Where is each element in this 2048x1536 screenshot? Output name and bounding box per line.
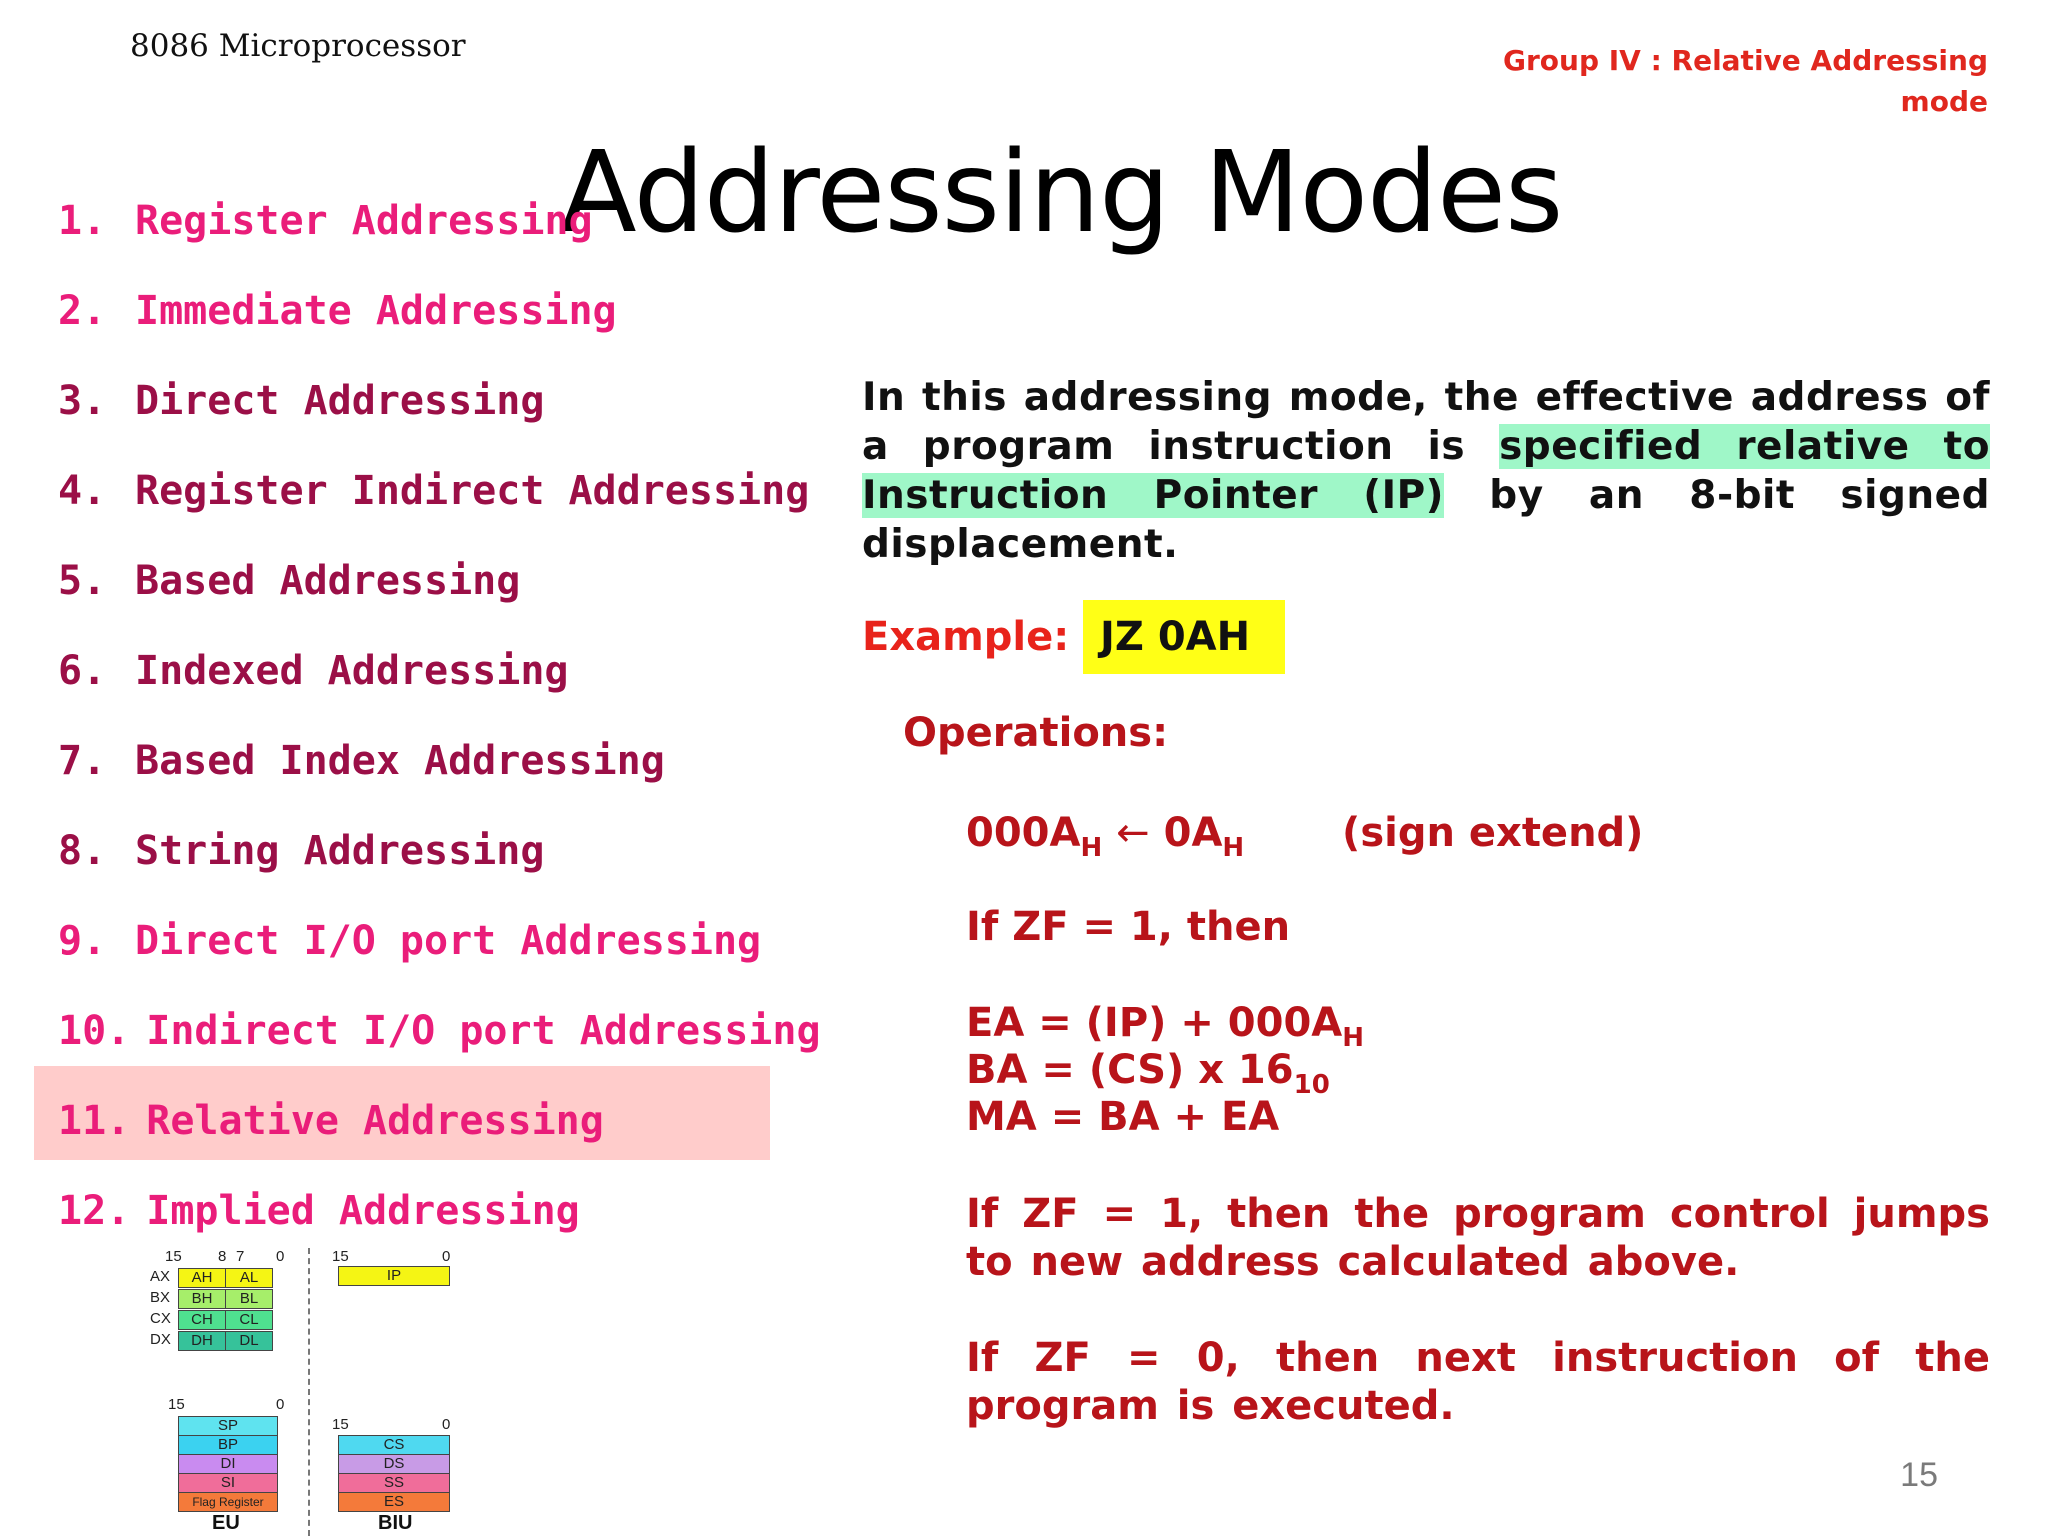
bit-label: 15 xyxy=(332,1248,349,1265)
register-cell: CL xyxy=(225,1310,273,1330)
bit-label: 8 xyxy=(218,1248,227,1265)
course-label: 8086 Microprocessor xyxy=(130,28,466,64)
ea-formula: EA = $(IP) + 000A_H$ xyxy=(966,1000,1364,1053)
bit-label: 15 xyxy=(332,1416,349,1433)
mode-item-direct-io: 9. Direct I/O port Addressing xyxy=(58,918,762,964)
register-cell: CH xyxy=(178,1310,226,1330)
bit-label: 15 xyxy=(165,1248,182,1265)
group-label xyxy=(1488,40,1988,122)
bit-label: 15 xyxy=(168,1396,185,1413)
register-cell: DH xyxy=(178,1331,226,1351)
register-name: BX xyxy=(150,1289,171,1306)
mode-item-based: 5. Based Addressing xyxy=(58,558,521,604)
register-cell: DS xyxy=(338,1454,450,1474)
register-cell: DL xyxy=(225,1331,273,1351)
mode-item-implied: 12. Implied Addressing xyxy=(58,1188,580,1234)
example-code: JZ 0AH xyxy=(1100,614,1251,660)
condition-line: If ZF = 1, then xyxy=(966,904,1291,950)
description-highlight: specified relative to Instruction Pointer (IP) xyxy=(862,424,1990,518)
mode-item-indexed: 6. Indexed Addressing xyxy=(58,648,569,694)
result-zf0: If ZF = 0, then next instruction of the program is executed. xyxy=(966,1335,1990,1429)
result-zf1: If ZF = 1, then the program control jumps to new address calculated above. xyxy=(966,1191,1990,1285)
register-cell: SS xyxy=(338,1473,450,1493)
bit-label: 0 xyxy=(442,1248,451,1265)
group-label-line1: Group IV : Relative Addressing xyxy=(1502,44,1988,77)
left-arrow-icon: ← xyxy=(1116,810,1150,856)
mode-item-register: 1. Register Addressing xyxy=(58,198,593,244)
bit-label: 0 xyxy=(442,1416,451,1433)
register-cell: DI xyxy=(178,1454,278,1474)
mode-item-immediate: 2. Immediate Addressing xyxy=(58,288,617,334)
ba-formula: BA = (CS) x $16_{10}$ xyxy=(966,1047,1330,1100)
operations-title: Operations: xyxy=(903,710,1169,756)
biu-label: BIU xyxy=(378,1512,413,1534)
register-name: DX xyxy=(150,1331,171,1348)
mode-item-direct: 3. Direct Addressing xyxy=(58,378,545,424)
group-label-line2: mode xyxy=(1900,85,1988,118)
register-cell: BH xyxy=(178,1289,226,1309)
register-cell: BL xyxy=(225,1289,273,1309)
example-label: Example: xyxy=(862,614,1070,660)
eu-biu-divider xyxy=(308,1248,310,1536)
register-cell: SI xyxy=(178,1473,278,1493)
description-text-1: In this addressing mode, the effective address of a program instruction is xyxy=(862,375,1990,469)
mode-item-indirect-io: 10. Indirect I/O port Addressing xyxy=(58,1008,821,1054)
register-cell: AH xyxy=(178,1268,226,1288)
ip-register: IP xyxy=(338,1266,450,1286)
bit-label: 0 xyxy=(276,1396,285,1413)
register-cell: AL xyxy=(225,1268,273,1288)
ma-formula: MA = BA + EA xyxy=(966,1094,1280,1140)
eu-label: EU xyxy=(212,1512,240,1534)
bit-label: 7 xyxy=(236,1248,245,1265)
register-diagram xyxy=(140,1248,480,1536)
mode-item-register-indirect: 4. Register Indirect Addressing xyxy=(58,468,810,514)
page-number: 15 xyxy=(1900,1456,1938,1494)
flag-register: Flag Register xyxy=(178,1492,278,1512)
mode-description xyxy=(862,373,1990,569)
bit-label: 0 xyxy=(276,1248,285,1265)
register-name: AX xyxy=(150,1268,171,1285)
register-cell: BP xyxy=(178,1435,278,1455)
register-cell: CS xyxy=(338,1435,450,1455)
mode-item-based-index: 7. Based Index Addressing xyxy=(58,738,665,784)
mode-item-string: 8. String Addressing xyxy=(58,828,545,874)
register-cell: ES xyxy=(338,1492,450,1512)
register-name: CX xyxy=(150,1310,171,1327)
register-cell: SP xyxy=(178,1416,278,1436)
description-text-2: by an 8-bit signed displacement. xyxy=(862,473,1990,567)
sign-extend-line: $000A_H$ ← $0A_H$ (sign extend) xyxy=(966,810,1644,863)
page-title: Addressing Modes xyxy=(560,128,1563,258)
mode-item-relative: 11. Relative Addressing xyxy=(58,1098,604,1144)
sign-extend-note: (sign extend) xyxy=(1342,810,1644,856)
